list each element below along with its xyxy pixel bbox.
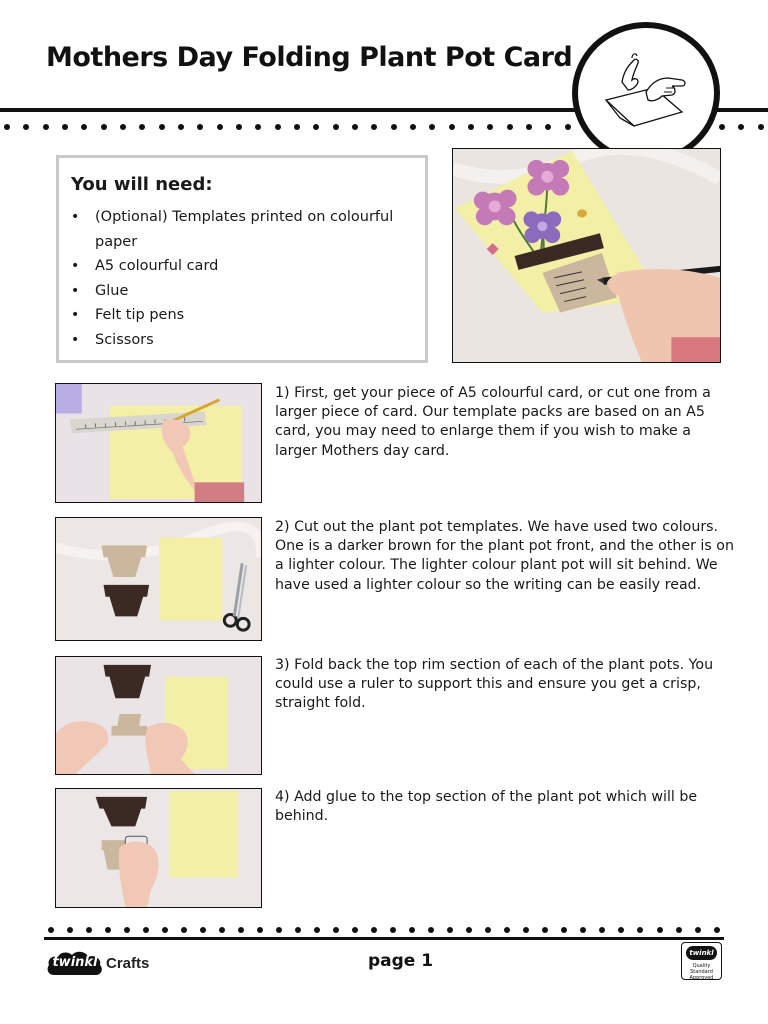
quality-badge-text: Quality Standard Approved <box>689 963 714 981</box>
divider-dot <box>657 927 663 933</box>
twinkl-logo <box>46 949 104 977</box>
divider-dot <box>542 927 548 933</box>
divider-dot <box>314 927 320 933</box>
divider-dot <box>313 124 319 130</box>
divider-dot <box>197 124 203 130</box>
divider-dot <box>738 124 744 130</box>
divider-dot <box>295 927 301 933</box>
divider-dot <box>255 124 261 130</box>
divider-dot <box>676 927 682 933</box>
divider-dot <box>178 124 184 130</box>
divider-dot <box>429 124 435 130</box>
divider-dot <box>507 124 513 130</box>
step1-text: 1) First, get your piece of A5 colourful card, or cut one from a larger piece of card. Our template packs are based on an A5 card, you may need to enlarge them if you wish to make a larger Mothers day card. <box>275 385 711 459</box>
step3-photo <box>55 656 262 775</box>
divider-dot <box>487 124 493 130</box>
divider-dot <box>162 927 168 933</box>
logo-text: twinkl <box>52 955 98 970</box>
step2-photo <box>55 517 262 641</box>
divider-dot <box>468 124 474 130</box>
finished-card-photo <box>452 148 721 363</box>
divider-dot <box>561 927 567 933</box>
divider-dot <box>545 124 551 130</box>
step3-text: 3) Fold back the top rim section of each of the plant pots. You could use a ruler to support this and ensure you get a crisp, straight fold. <box>275 657 714 712</box>
step4-text: 4) Add glue to the top section of the plant pot which will be behind. <box>275 789 698 825</box>
divider-dot <box>105 927 111 933</box>
divider-dot <box>200 927 206 933</box>
divider-dot <box>618 927 624 933</box>
divider-dot <box>238 927 244 933</box>
divider-dot <box>219 927 225 933</box>
divider-dot <box>139 124 145 130</box>
divider-dot <box>449 124 455 130</box>
divider-dot <box>67 927 73 933</box>
divider-dot <box>523 927 529 933</box>
materials-box <box>56 155 428 363</box>
divider-dot <box>217 124 223 130</box>
materials-item: • (Optional) Templates printed on colourful paper <box>71 205 419 254</box>
divider-dot <box>428 927 434 933</box>
divider-dot <box>485 927 491 933</box>
divider-dot <box>504 927 510 933</box>
divider-dot <box>159 124 165 130</box>
page-title: Mothers Day Folding Plant Pot Card <box>46 42 573 73</box>
divider-dot <box>637 927 643 933</box>
divider-dot <box>23 124 29 130</box>
divider-dot <box>275 124 281 130</box>
divider-dot <box>371 927 377 933</box>
divider-dot <box>352 124 358 130</box>
page-number: page 1 <box>368 951 434 971</box>
divider-dot <box>124 927 130 933</box>
divider-dot <box>236 124 242 130</box>
divider-dot <box>714 927 720 933</box>
divider-dot <box>333 124 339 130</box>
divider-dot <box>101 124 107 130</box>
divider-dot <box>719 124 725 130</box>
divider-dot <box>758 124 764 130</box>
materials-list <box>71 205 413 352</box>
brand-section-label: Crafts <box>106 955 150 972</box>
divider-dot <box>48 927 54 933</box>
divider-dot <box>409 927 415 933</box>
quality-badge-logo: twinkl <box>686 946 717 960</box>
divider-dot <box>410 124 416 130</box>
divider-dot <box>371 124 377 130</box>
footer-rule <box>44 937 724 940</box>
materials-item: • Glue <box>71 279 419 304</box>
folding-card-icon <box>602 48 690 138</box>
divider-dot <box>276 927 282 933</box>
divider-dot <box>580 927 586 933</box>
divider-dot <box>352 927 358 933</box>
divider-dot <box>333 927 339 933</box>
step2-text: 2) Cut out the plant pot templates. We have used two colours. One is a darker brown for the plant pot front, and the other is on a lighter colour. The lighter colour plant pot will sit behind. We have used a lighter colour so the writing can be easily read. <box>275 519 734 593</box>
divider-dot <box>390 927 396 933</box>
divider-dot <box>565 124 571 130</box>
divider-dot <box>257 927 263 933</box>
divider-dot <box>391 124 397 130</box>
divider-dot <box>526 124 532 130</box>
divider-dot <box>120 124 126 130</box>
step1-photo <box>55 383 262 503</box>
divider-dot <box>695 927 701 933</box>
materials-heading: You will need: <box>71 174 213 195</box>
divider-dot <box>62 124 68 130</box>
divider-dot <box>143 927 149 933</box>
divider-dot <box>4 124 10 130</box>
divider-dot <box>181 927 187 933</box>
materials-item: • Felt tip pens <box>71 303 419 328</box>
divider-dot <box>447 927 453 933</box>
divider-dot <box>599 927 605 933</box>
divider-dot <box>86 927 92 933</box>
divider-dot <box>294 124 300 130</box>
materials-item: • A5 colourful card <box>71 254 419 279</box>
divider-dot <box>81 124 87 130</box>
step4-photo <box>55 788 262 908</box>
divider-dot <box>466 927 472 933</box>
folding-hands-badge <box>572 22 720 164</box>
materials-item: • Scissors <box>71 328 419 353</box>
footer-dotted-divider <box>44 927 724 933</box>
divider-dot <box>43 124 49 130</box>
quality-standard-badge <box>681 942 722 980</box>
